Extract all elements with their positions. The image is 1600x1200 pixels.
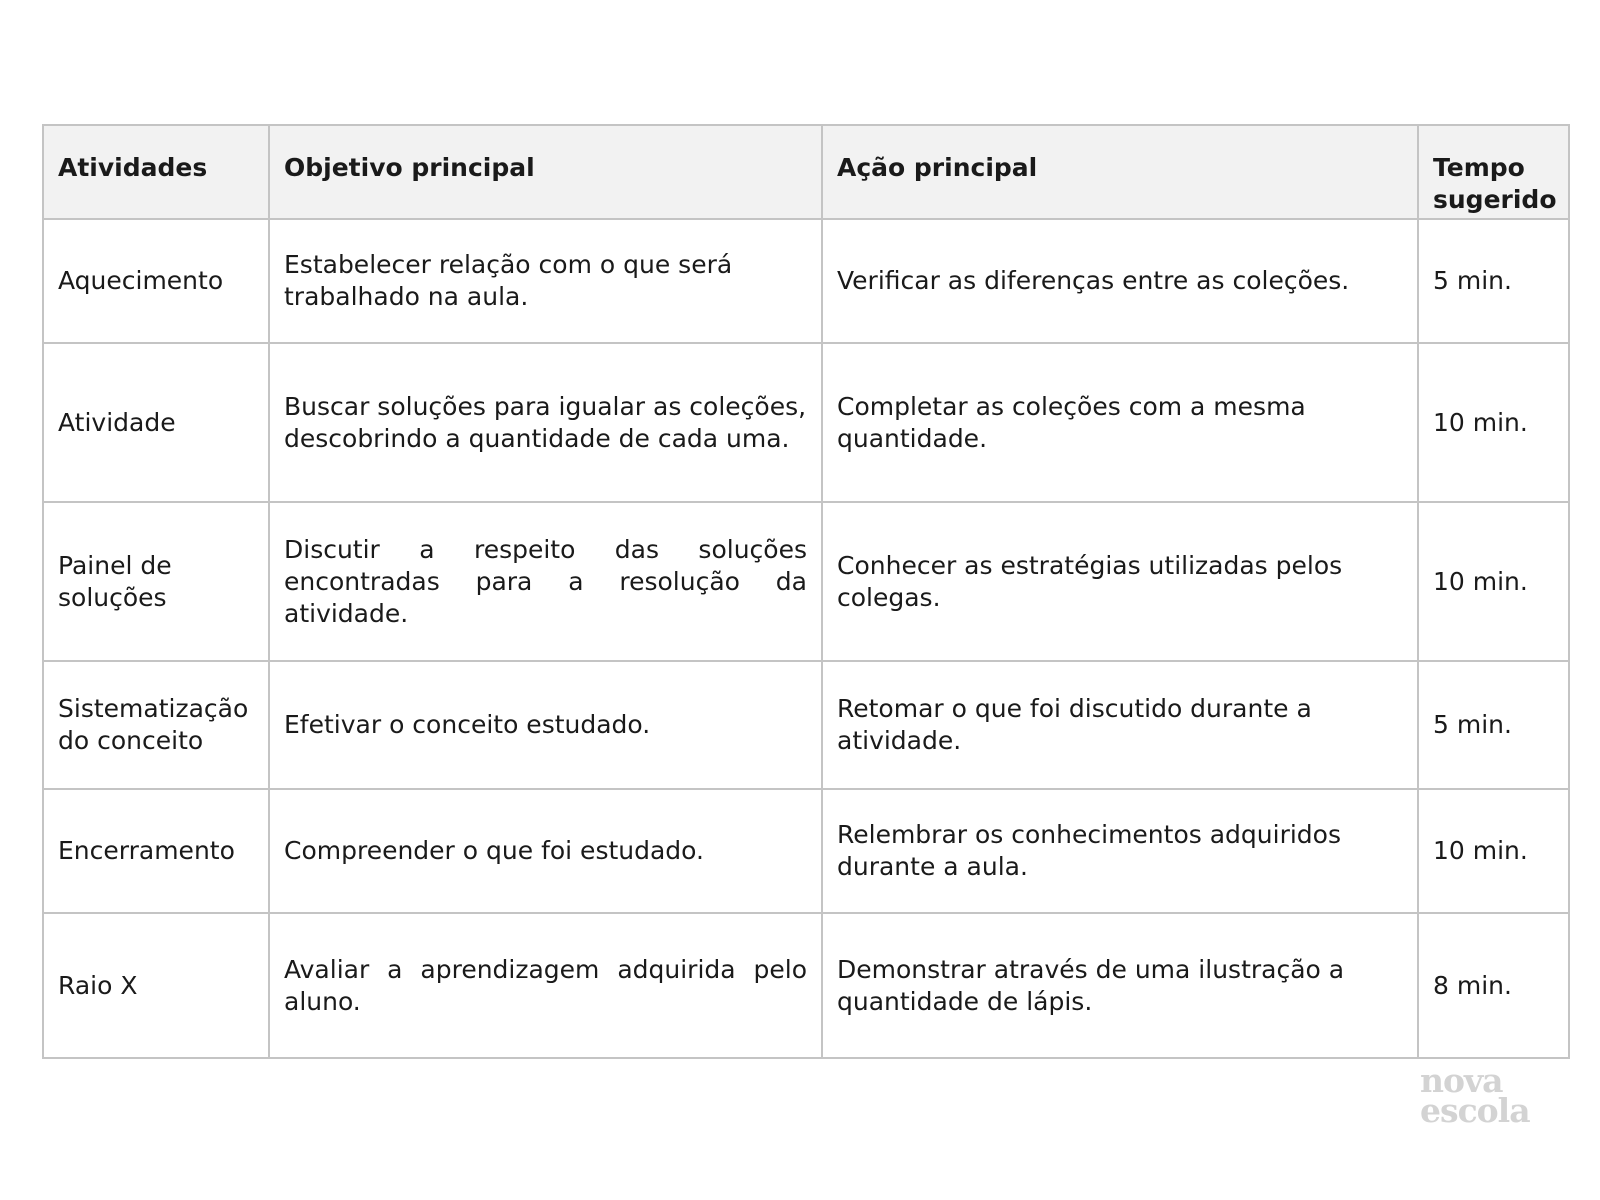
cell-activity: Sistematização do conceito bbox=[43, 661, 269, 789]
cell-activity: Atividade bbox=[43, 343, 269, 502]
cell-activity: Encerramento bbox=[43, 789, 269, 913]
cell-objective: Estabelecer relação com o que será trabalhado na aula. bbox=[269, 219, 822, 343]
table-row bbox=[43, 502, 1569, 661]
cell-action: Verificar as diferenças entre as coleções. bbox=[822, 219, 1418, 343]
logo-line-1: nova bbox=[1420, 1061, 1503, 1100]
cell-action: Completar as coleções com a mesma quantidade. bbox=[822, 343, 1418, 502]
cell-time: 8 min. bbox=[1418, 913, 1569, 1058]
table-row bbox=[43, 913, 1569, 1058]
cell-time: 5 min. bbox=[1418, 219, 1569, 343]
cell-objective: Buscar soluções para igualar as coleções, descobrindo a quantidade de cada uma. bbox=[269, 343, 822, 502]
cell-objective: Compreender o que foi estudado. bbox=[269, 789, 822, 913]
cell-objective: Avaliar a aprendizagem adquirida pelo aluno. bbox=[269, 913, 822, 1058]
cell-activity: Aquecimento bbox=[43, 219, 269, 343]
header-activity: Atividades bbox=[43, 125, 269, 219]
cell-time: 5 min. bbox=[1418, 661, 1569, 789]
table-row bbox=[43, 219, 1569, 343]
nova-escola-logo bbox=[1420, 1061, 1540, 1130]
header-action: Ação principal bbox=[822, 125, 1418, 219]
cell-action: Demonstrar através de uma ilustração a quantidade de lápis. bbox=[822, 913, 1418, 1058]
cell-objective: Discutir a respeito das soluções encontradas para a resolução da atividade. bbox=[269, 502, 822, 661]
cell-activity: Painel de soluções bbox=[43, 502, 269, 661]
cell-action: Relembrar os conhecimentos adquiridos durante a aula. bbox=[822, 789, 1418, 913]
table-row bbox=[43, 789, 1569, 913]
cell-time: 10 min. bbox=[1418, 502, 1569, 661]
table-row bbox=[43, 661, 1569, 789]
cell-time: 10 min. bbox=[1418, 789, 1569, 913]
cell-time: 10 min. bbox=[1418, 343, 1569, 502]
header-time: Tempo sugerido bbox=[1418, 125, 1569, 219]
cell-objective: Efetivar o conceito estudado. bbox=[269, 661, 822, 789]
header-objective: Objetivo principal bbox=[269, 125, 822, 219]
cell-action: Retomar o que foi discutido durante a atividade. bbox=[822, 661, 1418, 789]
table-row bbox=[43, 343, 1569, 502]
table-header-row bbox=[43, 125, 1569, 219]
cell-action: Conhecer as estratégias utilizadas pelos colegas. bbox=[822, 502, 1418, 661]
lesson-plan-table bbox=[42, 124, 1570, 1059]
cell-activity: Raio X bbox=[43, 913, 269, 1058]
logo-line-2: escola bbox=[1420, 1091, 1530, 1130]
